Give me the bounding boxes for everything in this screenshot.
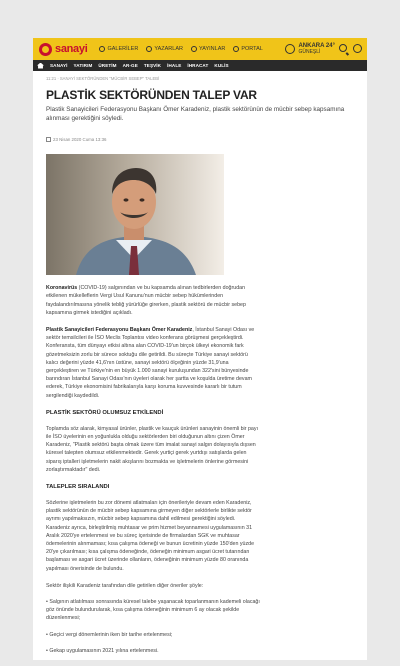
sun-icon xyxy=(285,44,295,54)
search-icon[interactable] xyxy=(339,44,347,52)
article-date xyxy=(33,123,367,142)
nav-item-sanayi[interactable]: SANAYİ xyxy=(50,63,68,68)
section-heading: PLASTİK SEKTÖRÜ OLUMSUZ ETKİLENDİ xyxy=(46,409,164,416)
article-date-text: 23 Nisan 2020 Cuma 13:36 xyxy=(53,137,107,143)
weather-widget xyxy=(285,43,335,55)
paragraph xyxy=(46,284,260,317)
portrait-image xyxy=(46,154,224,275)
logo-mark-icon xyxy=(39,43,52,56)
nav-item-arge[interactable]: AR-GE xyxy=(122,63,138,68)
nav-item-uretim[interactable]: ÜRETİM xyxy=(98,63,117,68)
article-photo xyxy=(46,154,224,275)
camera-icon xyxy=(99,46,105,52)
breadcrumb[interactable]: 11:21 · SANAYİ SEKTÖRÜNDEN "MÜCBİR SEBEP" TALEBİ xyxy=(46,76,160,81)
nav-item-kulis[interactable]: KULİS xyxy=(214,63,229,68)
globe-icon xyxy=(233,46,239,52)
paragraph: Toplamda söz alarak, kimyasal ürünler, plastik ve kauçuk ürünleri sanayinin önemli bir payı ile İSO üyelerinin en yoğunlukla olduğu sektörlerden biri olduğunun altını çizen Ömer Karadeniz, "Plastik sektörü başta olmak üzere tüm imalat sanayi salgın dolayısıyla dışsen küresel talepten olumsuz etkilenmektedir. Gerek yurtiçi gerek yurtdışı satışlarda gelen siparış iptalleri işletmelerin nakit akışlarını bozmakta ve işletmelerin önlerine görmesini zorlaştırmaktadır" dedi. xyxy=(46,425,258,473)
nav-item-ihracat[interactable]: İHRACAT xyxy=(187,63,209,68)
paragraph-text: (COVID-19) salgınından ve bu kapsamda alınan tedbirlerden doğrudan etkilenen mükelleflerin Vergi Usul Kanunu'nun mücbir sebep hükümlerinden faydalandırılmasına yönelik tebliğ yürürlüğe girerken, plastik sektörü de mücbir sebep kapsamına girmek istediğini açıkladı. xyxy=(46,285,246,316)
top-header xyxy=(33,38,367,60)
article-title: PLASTİK SEKTÖRÜNDEN TALEP VAR xyxy=(46,88,257,102)
book-icon xyxy=(191,46,197,52)
calendar-icon xyxy=(46,137,51,142)
top-link-label: YAYINLAR xyxy=(198,46,226,52)
paragraph-text: , İstanbul Sanayi Odası ve sektör temsilcileri ile İSO Meclis Toplantısı video konferans görüşmesi gerçekleştirdi. Konferansta, tüm dünyayı etkisi altına alan COVID-19'un birçok ülkeyi ekonomik fark gözetmeksizin zorlu bir sürece soktuğu dile getirildi. Bu süreçte Türkiye sanayi sektörü kalıcı değerini yüzde 41,6'nın üstüne, sanayi sektörü ölçeğinin yüzde 31,9'una gerçekleştiren ve Türkiye'nin en büyük 1.000 sanayi kuruluşundan 322'sini bünyesinde barındıran İstanbul Sanayi Odası'nın üyeleri olarak her şartta ve koşulda üretime devam ederek, Türkiye ekonomisini fabrikalarıyla karşı koruma kuvvesinde kararlı bir tutum sergilendiği kaydedildi. xyxy=(46,327,255,399)
paragraph: Sektör ilişkili Karadeniz tarafından dile getirilen diğer öneriler şöyle: xyxy=(46,582,204,589)
top-link-portal[interactable] xyxy=(233,46,263,52)
paragraph-bold: Plastik Sanayicileri Federasyonu Başkanı Ömer Karadeniz xyxy=(46,327,193,333)
section-heading: TALEPLER SIRALANDI xyxy=(46,484,110,491)
article-body xyxy=(33,284,273,655)
list-item: • Salgının atlatılması sonrasında küresel talebe yaşanacak toparlanmanın kademeli olacağı göz önünde bulundurularak, kısa çalışma ödeneğinin minimum 6 ay olacak şekilde düzenlenmesi; xyxy=(46,599,260,622)
top-link-label: YAZARLAR xyxy=(154,46,183,52)
top-link-authors[interactable] xyxy=(146,46,183,52)
header-icons xyxy=(339,44,362,53)
top-link-publications[interactable] xyxy=(191,46,225,52)
paragraph xyxy=(46,326,260,400)
article-lead: Plastik Sanayicileri Federasyonu Başkanı Ömer Karadeniz, plastik sektörünün de mücbir sebep kapsamına alınması gerektiğini söyledi. xyxy=(46,106,345,122)
top-link-galleries[interactable] xyxy=(99,46,138,52)
weather-text xyxy=(298,43,335,55)
logo-text: sanayi xyxy=(55,43,88,55)
list-item: • Gekap uygulamasının 2021 yılına ertelenmesi. xyxy=(46,647,159,654)
top-link-label: GALERİLER xyxy=(107,46,139,52)
user-icon[interactable] xyxy=(353,44,362,53)
home-icon[interactable] xyxy=(37,63,44,69)
weather-temp: 24° xyxy=(325,43,335,49)
paragraph: Sözlerine işletmelerin bu zor dönemi atlatmaları için önerileriyle devam eden Karadeniz, plastik sektörünün de mücbir sebep kapsamına girmeyen diğer sektörlerle birlikte sektör ayrımı yapılmaksızın, mücbir sebep kapsamına dahil edilmesi gerektiğini söyledi. Karadeniz ayrıca, birleştirilmiş muhtasar ve prim hizmet beyannamesi uygulamasının 31 Aralık 2020'ye ertelenmesi ve bu süreç içerisinde de firmalardan SGK ve muhtasar ödemelerinin alınmaması; kısa çalışma ödeneği ve bunun ücretinin yüzde 150'den yüzde 20'ye çıkarılması; kısa çalışma ödeneğinde, ödeneğin minimum asgari ücret tutarından başlaması ve asgari ücret üzerinde ollanların, ödeneğinin minimum yüzde 80 oranında yapılması önerisinde de bulundu. xyxy=(46,500,255,572)
top-links xyxy=(99,46,262,52)
paragraph-bold: Koronavirüs xyxy=(46,285,78,292)
nav-item-yatirim[interactable]: YATIRIM xyxy=(73,63,93,68)
weather-city: ANKARA xyxy=(298,43,325,49)
nav-item-tesvik[interactable]: TEŞVİK xyxy=(143,63,162,68)
weather-desc: GÜNEŞLİ xyxy=(298,49,321,55)
main-nav xyxy=(33,60,367,71)
list-item: • Geçici vergi dönemlerinin iken bir tarihe ertelenmesi; xyxy=(46,631,173,638)
top-link-label: PORTAL xyxy=(241,46,263,52)
pen-icon xyxy=(146,46,152,52)
nav-item-ihale[interactable]: İHALE xyxy=(167,63,182,68)
page xyxy=(33,38,367,660)
site-logo[interactable] xyxy=(39,43,87,56)
